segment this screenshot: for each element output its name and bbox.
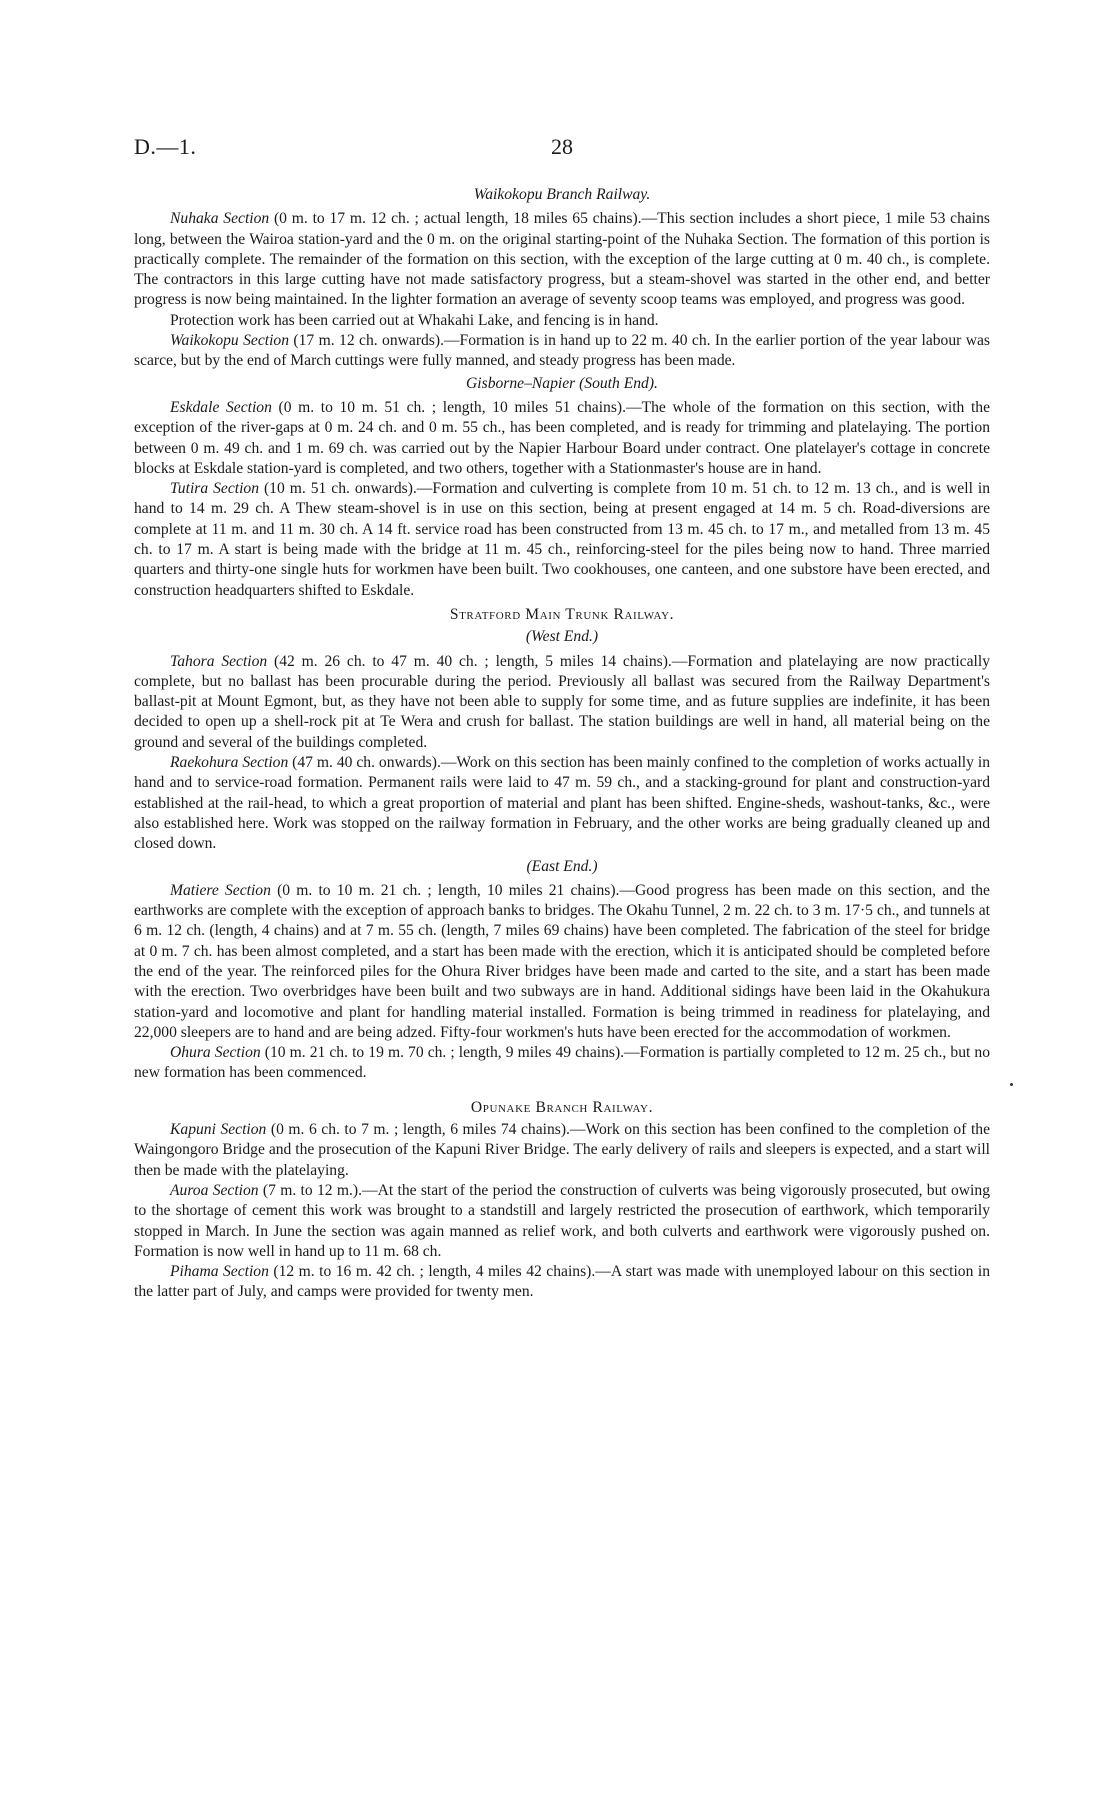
section-heading-waikokopu: Waikokopu Branch Railway. <box>473 186 651 203</box>
section-text-waikokopu: (17 m. 12 ch. onwards).—Formation is in hand up to 22 m. 40 ch. In the earlier portion of the year labour was scarce, but by the end of March cuttings were fully manned, and steady progress has been made. <box>134 332 990 370</box>
paragraph-waikokopu <box>134 331 990 372</box>
paragraph-tutira <box>134 479 990 601</box>
protection-text: Protection work has been carried out at Whakahi Lake, and fencing is in hand. <box>170 311 659 329</box>
section-title-raekohura: Raekohura Section <box>170 754 289 772</box>
paragraph-tahora <box>134 652 990 753</box>
section-title-waikokopu: Waikokopu Section <box>170 332 290 350</box>
paragraph-protection <box>134 311 990 331</box>
paragraph-eskdale <box>134 398 990 479</box>
paragraph-ohura <box>134 1043 990 1084</box>
section-text-auroa: (7 m. to 12 m.).—At the start of the period the construction of culverts was being vigorously prosecuted, but owing to the shortage of cement this work was brought to a standstill and largely restricted the prosecution of earthwork, which temporarily stopped in March. In June the section was again manned as relief work, and both culverts and earthwork were vigorously pushed on. Formation is now well in hand up to 11 m. 68 ch. <box>134 1181 990 1260</box>
paragraph-pihama <box>134 1262 990 1303</box>
section-text-nuhaka: (0 m. to 17 m. 12 ch. ; actual length, 18 miles 65 chains).—This section includes a short piece, 1 mile 53 chains long, between the Wairoa station-yard and the 0 m. on the original starting-point of the Nuhaka Section. The formation of this portion is practically complete. The remainder of the formation on this section, with the exception of the large cutting at 0 m. 40 ch., is complete. The contractors in this large cutting have not made satisfactory progress, but a steam-shovel was started in the other end, and better progress is now being maintained. In the lighter formation an average of seventy scoop teams was employed, and progress was good. <box>134 210 990 309</box>
paragraph-nuhaka <box>134 209 990 310</box>
section-text-tahora: (42 m. 26 ch. to 47 m. 40 ch. ; length, 5 miles 14 chains).—Formation and platelaying are now practically complete, but no ballast has been procurable during the period. Previously all ballast was secured from the Railway Department's ballast-pit at Mount Egmont, but, as they have not been able to supply for some time, and as future supplies are indefinite, it has been decided to open up a shell-rock pit at Te Wera and crush for ballast. The station buildings are well in hand, all material being on the ground and several of the buildings completed. <box>134 652 990 751</box>
page-number: 28 <box>551 134 573 159</box>
page-header <box>134 134 990 164</box>
section-heading-gisborne: Gisborne–Napier (South End). <box>466 374 658 392</box>
section-text-raekohura: (47 m. 40 ch. onwards).—Work on this section has been mainly confined to the completion of works actually in hand and to service-road formation. Permanent rails were laid to 47 m. 59 ch., and a stacking-ground for plant and construction-yard established at the rail-head, to which a great proportion of material and plant has been shifted. Engine-sheds, washout-tanks, &c., were also established here. Work was stopped on the railway formation in February, and the other works are being gradually cleaned up and closed down. <box>134 754 990 853</box>
paragraph-raekohura <box>134 753 990 854</box>
section-title-ohura: Ohura Section <box>170 1044 261 1062</box>
subheading-east-end: (East End.) <box>526 857 598 875</box>
section-title-nuhaka: Nuhaka Section <box>170 210 270 228</box>
section-text-eskdale: (0 m. to 10 m. 51 ch. ; length, 10 miles 51 chains).—The whole of the formation on this section, with the exception of the river-gaps at 0 m. 24 ch. and 0 m. 55 ch., has been completed, and is ready for trimming and platelaying. The portion between 0 m. 49 ch. and 1 m. 69 ch. was carried out by the Napier Harbour Board under contract. One platelayer's cottage in concrete blocks at Eskdale station-yard is completed, and two others, together with a Stationmaster's house are in hand. <box>134 398 990 477</box>
section-title-eskdale: Eskdale Section <box>170 398 272 416</box>
document-reference: D.—1. <box>134 134 197 159</box>
section-title-kapuni: Kapuni Section <box>170 1121 267 1139</box>
section-title-tutira: Tutira Section <box>170 480 260 498</box>
document-body <box>134 183 990 1303</box>
section-text-ohura: (10 m. 21 ch. to 19 m. 70 ch. ; length, 9 miles 49 chains).—Formation is partially completed to 12 m. 25 ch., but no new formation has been commenced. <box>134 1044 990 1082</box>
section-title-tahora: Tahora Section <box>170 652 268 670</box>
section-title-matiere: Matiere Section <box>170 881 271 899</box>
section-text-tutira: (10 m. 51 ch. onwards).—Formation and culverting is complete from 10 m. 51 ch. to 12 m. 13 ch., and is well in hand to 14 m. 29 ch. A Thew steam-shovel is in use on this section, being at present engaged at 14 m. 5 ch. Road-diversions are complete at 11 m. and 11 m. 30 ch. A 14 ft. service road has been constructed from 13 m. 45 ch. to 17 m., and metalled from 13 m. 45 ch. to 17 m. A start is being made with the bridge at 11 m. 45 ch., reinforcing-steel for the piles being now to hand. Three married quarters and thirty-one single huts for workmen have been built. Two cookhouses, one canteen, and one substore have been erected, and construction headquarters shifted to Eskdale. <box>134 480 990 599</box>
section-text-matiere: (0 m. to 10 m. 21 ch. ; length, 10 miles 21 chains).—Good progress has been made on this section, and the earthworks are complete with the exception of approach banks to bridges. The Okahu Tunnel, 2 m. 22 ch. to 3 m. 17·5 ch., and tunnels at 6 m. 12 ch. (length, 4 chains) and at 7 m. 55 ch. (length, 7 miles 69 chains) have been completed. The fabrication of the steel for bridge at 0 m. 7 ch. has been almost completed, and a start has been made with the erection, which it is anticipated should be completed before the end of the year. The reinforced piles for the Ohura River bridges have been made and carted to the site, and a start has been made with the erection. Two overbridges have been built and two subways are in hand. Additional sidings have been laid in the Okahukura station-yard and locomotive and plant for handling material installed. Formation is being trimmed in readiness for platelaying, and 22,000 sleepers are to hand and are being adzed. Fifty-four workmen's huts have been erected for the accommodation of workmen. <box>134 881 990 1041</box>
paragraph-auroa <box>134 1181 990 1262</box>
section-heading-opunake: Opunake Branch Railway. <box>470 1098 654 1116</box>
section-text-pihama: (12 m. to 16 m. 42 ch. ; length, 4 miles 42 chains).—A start was made with unemployed labour on this section in the latter part of July, and camps were provided for twenty men. <box>134 1263 990 1301</box>
section-title-auroa: Auroa Section <box>170 1181 259 1199</box>
section-text-kapuni: (0 m. 6 ch. to 7 m. ; length, 6 miles 74 chains).—Work on this section has been confined to the completion of the Waingongoro Bridge and the prosecution of the Kapuni River Bridge. The early delivery of rails and sleepers is expected, and a start will then be made with the platelaying. <box>134 1121 991 1179</box>
scan-speck <box>1010 1083 1013 1086</box>
section-title-pihama: Pihama Section <box>170 1263 269 1281</box>
subheading-west-end: (West End.) <box>525 628 599 646</box>
paragraph-matiere <box>134 881 990 1043</box>
section-heading-stratford: Stratford Main Trunk Railway. <box>449 605 675 623</box>
paragraph-kapuni <box>134 1120 990 1181</box>
